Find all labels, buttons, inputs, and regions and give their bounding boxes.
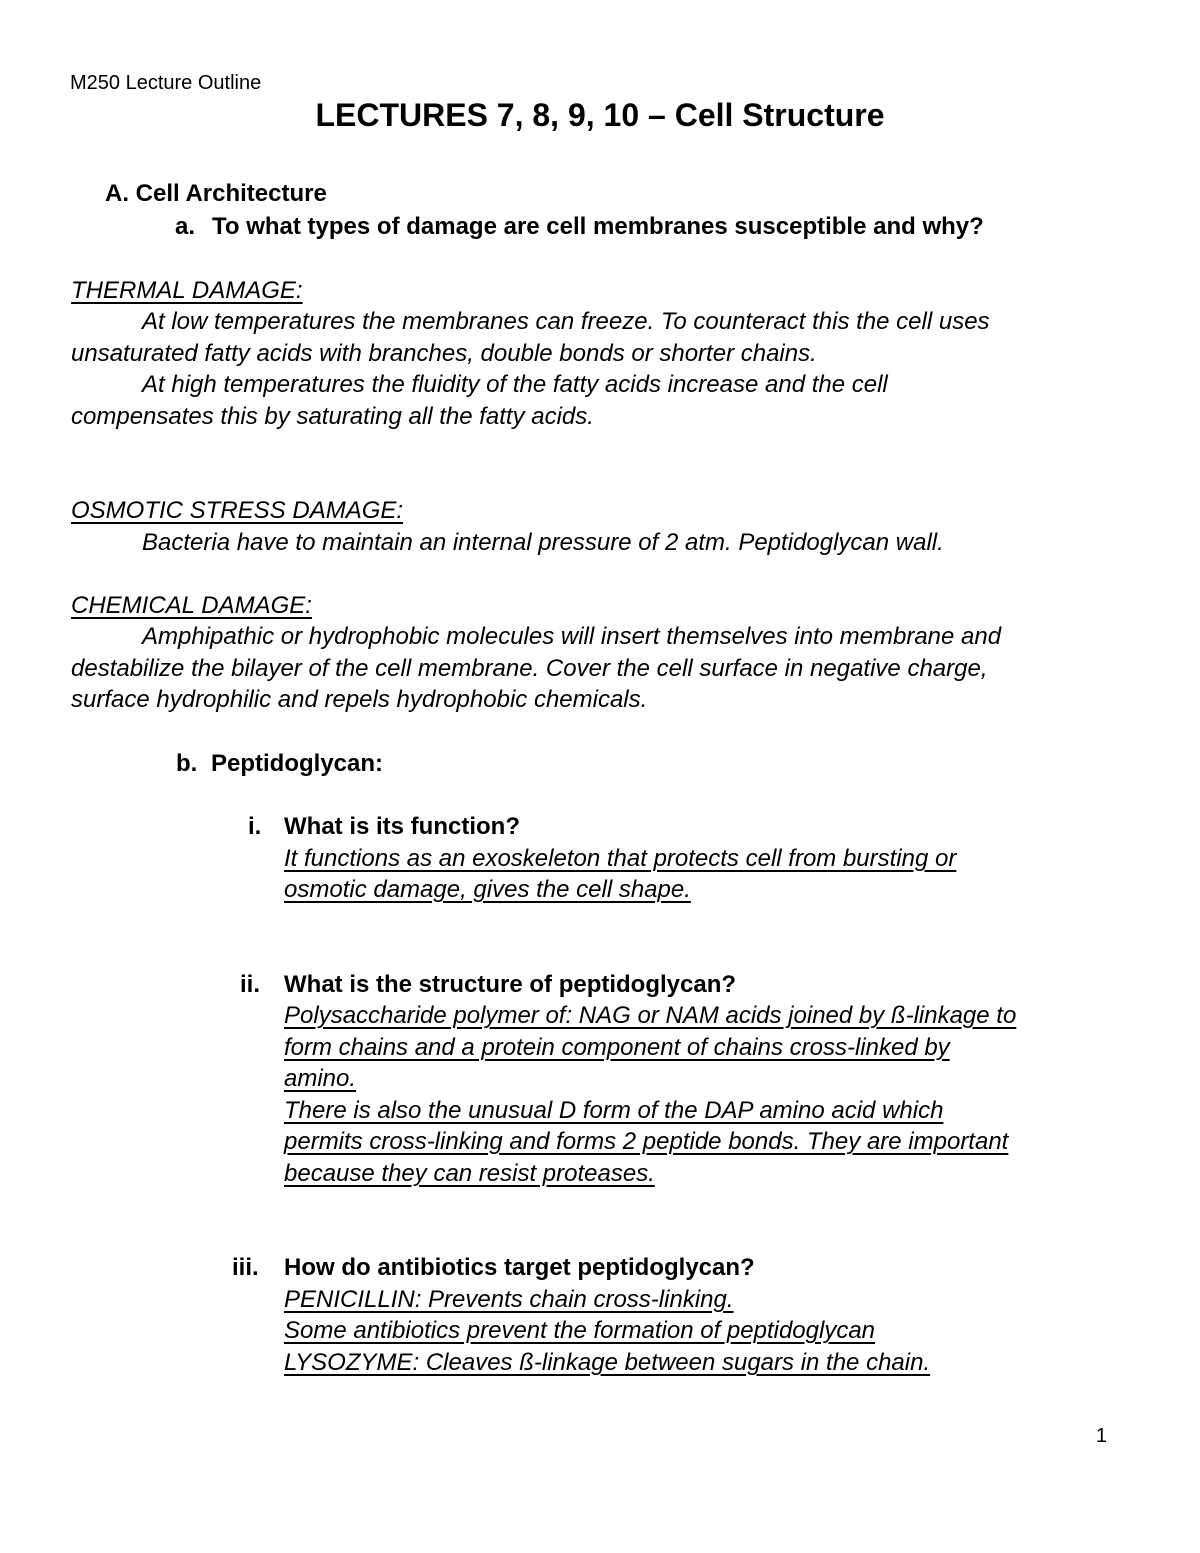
- question-ii-text: What is the structure of peptidoglycan?: [284, 971, 737, 998]
- osmotic-line-1: Bacteria have to maintain an internal pressure of 2 atm. Peptidoglycan wall.: [142, 529, 944, 556]
- answer-ii-line-2: form chains and a protein component of chains cross-linked by: [284, 1034, 950, 1061]
- answer-ii-line-3: amino.: [284, 1065, 357, 1092]
- question-i-marker: i.: [248, 813, 262, 840]
- section-b-marker: b.: [176, 750, 198, 777]
- thermal-line-1: At low temperatures the membranes can freeze. To counteract this the cell uses: [142, 308, 990, 335]
- page-title: LECTURES 7, 8, 9, 10 – Cell Structure: [315, 97, 885, 133]
- thermal-line-4: compensates this by saturating all the fatty acids.: [71, 403, 594, 430]
- question-a-marker: a.: [175, 213, 196, 240]
- question-iii-text: How do antibiotics target peptidoglycan?: [284, 1254, 755, 1281]
- answer-ii-line-4: There is also the unusual D form of the DAP amino acid which: [284, 1097, 944, 1124]
- thermal-line-2: unsaturated fatty acids with branches, double bonds or shorter chains.: [71, 340, 817, 367]
- thermal-damage-heading: THERMAL DAMAGE:: [71, 277, 303, 304]
- question-a-text: To what types of damage are cell membranes susceptible and why?: [212, 213, 984, 240]
- section-b-heading: Peptidoglycan:: [211, 750, 384, 777]
- answer-i-line-1: It functions as an exoskeleton that protects cell from bursting or: [284, 845, 957, 872]
- question-i-text: What is its function?: [284, 813, 520, 840]
- chemical-line-2: destabilize the bilayer of the cell membrane. Cover the cell surface in negative charge,: [71, 655, 988, 682]
- chemical-damage-heading: CHEMICAL DAMAGE:: [71, 592, 312, 619]
- page-header: M250 Lecture Outline: [70, 72, 262, 94]
- chemical-line-3: surface hydrophilic and repels hydrophobic chemicals.: [71, 686, 648, 713]
- answer-i-line-2: osmotic damage, gives the cell shape.: [284, 876, 691, 903]
- osmotic-damage-heading: OSMOTIC STRESS DAMAGE:: [71, 497, 404, 524]
- answer-ii-line-5: permits cross-linking and forms 2 peptide bonds. They are important: [284, 1128, 1009, 1155]
- answer-ii-line-1: Polysaccharide polymer of: NAG or NAM acids joined by ß-linkage to: [284, 1002, 1017, 1029]
- question-ii-marker: ii.: [240, 971, 261, 998]
- page-number: 1: [1095, 1425, 1107, 1447]
- thermal-line-3: At high temperatures the fluidity of the fatty acids increase and the cell: [142, 371, 888, 398]
- section-a-heading: A. Cell Architecture: [105, 180, 327, 207]
- question-iii-marker: iii.: [232, 1254, 259, 1281]
- answer-iii-line-2: Some antibiotics prevent the formation of peptidoglycan: [284, 1317, 876, 1344]
- chemical-line-1: Amphipathic or hydrophobic molecules will insert themselves into membrane and: [142, 623, 1002, 650]
- answer-ii-line-6: because they can resist proteases.: [284, 1160, 655, 1187]
- answer-iii-line-3: LYSOZYME: Cleaves ß-linkage between sugars in the chain.: [284, 1349, 931, 1376]
- answer-iii-line-1: PENICILLIN: Prevents chain cross-linking.: [284, 1286, 734, 1313]
